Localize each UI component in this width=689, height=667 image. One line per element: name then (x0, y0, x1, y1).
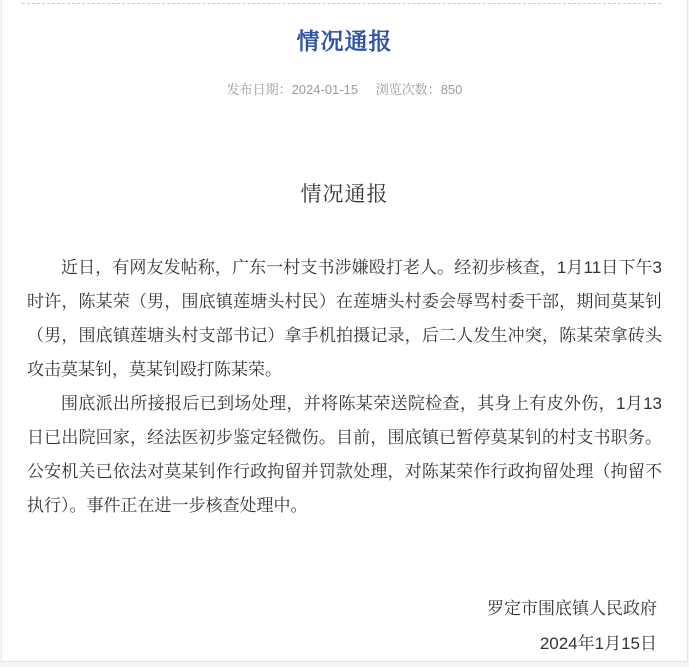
notice-header (2, 0, 687, 55)
content-card (1, 0, 688, 662)
view-count: 浏览次数：850 (375, 82, 463, 97)
signature-date: 2024年1月15日 (539, 634, 657, 653)
dashed-separator (22, 3, 661, 4)
page-title: 情况通报 (296, 28, 393, 54)
publish-date: 发布日期：2024-01-15 (226, 82, 359, 97)
article-paragraph: 围底派出所接报后已到场处理，并将陈某荣送院检查，其身上有皮外伤，1月13日已出院回家，经法医初步鉴定轻微伤。目前，围底镇已暂停莫某钊的村支书职务。公安机关已依法对莫某钊作行政拘留并罚款处理，对陈某荣作行政拘留处理（拘留不执行）。事件正在进一步核查处理中。 (27, 394, 662, 515)
article-title: 情况通报 (300, 183, 389, 206)
signature-block (2, 591, 657, 661)
article-body (27, 251, 662, 523)
signature-authority: 罗定市围底镇人民政府 (487, 599, 657, 618)
meta-line (2, 82, 687, 98)
article-paragraph: 近日，有网友发帖称，广东一村支书涉嫌殴打老人。经初步核查，1月11日下午3时许，陈某荣（男，围底镇莲塘头村民）在莲塘头村委会辱骂村委干部，期间莫某钊（男，围底镇莲塘头村支部书记）拿手机拍摄记录，后二人发生冲突，陈某荣拿砖头攻击莫某钊，莫某钊殴打陈某荣。 (27, 258, 662, 379)
